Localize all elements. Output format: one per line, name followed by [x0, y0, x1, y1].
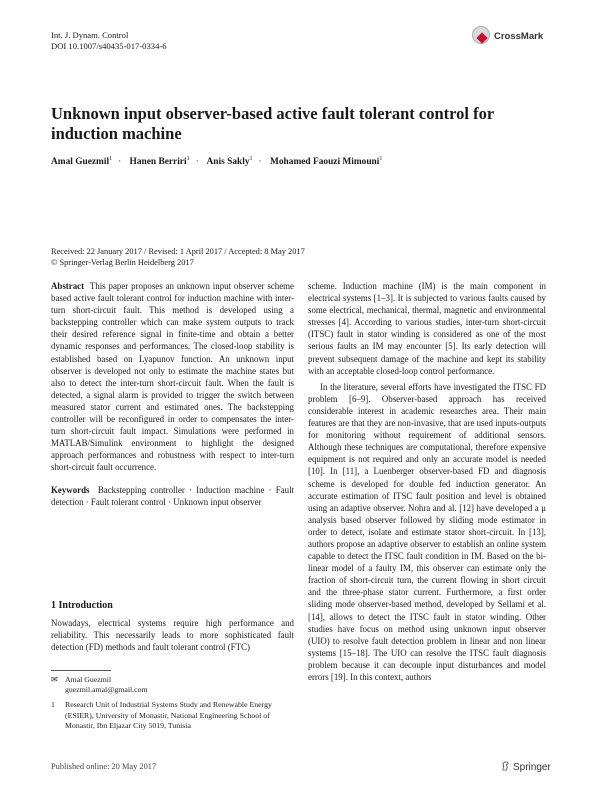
corr-email[interactable]: guezmil.amal@gmail.com [65, 685, 148, 695]
keywords [51, 484, 294, 508]
springer-logo [501, 761, 551, 773]
affiliation [51, 700, 291, 731]
published-date: Published online: 20 May 2017 [51, 762, 157, 771]
footnotes [51, 675, 291, 731]
crossmark-badge[interactable] [472, 24, 552, 50]
springer-horse-icon [501, 761, 510, 771]
author-list: Amal Guezmil$^1$ · Hanen Berriri$^1$ · Anis Sakly$^1$ · Mohamed Faouzi Mimouni$^1$ [51, 156, 383, 168]
paragraph: scheme. Induction machine (IM) is the main component in electrical systems [1–3]. It is subjected to various faults caused by some electrical, mechanical, thermal, magnetic and environmental stresses [4]. According to various studies, inter-turn short-circuit (ITSC) fault in stator winding is considered as one of the most serious faults an IM may encounter [5]. Its early detection will prevent subsequent damage of the machine and kept its stability with an acceptable closed-loop control performance. [308, 281, 546, 376]
abstract-label: Abstract [51, 281, 85, 291]
left-column [51, 280, 294, 508]
journal-header [51, 30, 167, 52]
author[interactable]: Hanen Berriri$^1$ [129, 156, 190, 168]
paper-title: Unknown input observer-based active fault tolerant control for induction machine [51, 104, 494, 143]
aff-mark: 1 [51, 700, 55, 710]
article-history [51, 246, 305, 268]
right-column [308, 280, 546, 683]
doi[interactable]: DOI 10.1007/s40435-017-0334-6 [51, 41, 167, 51]
keywords-label: Keywords [51, 484, 90, 495]
corresponding-author [51, 675, 291, 685]
aff-text: Research Unit of Industrial Systems Study and Renewable Energy (ESIER), University of Monastir, National Engineering School of Monastir, Ibn Eljazar City 5019, Tunisia [65, 700, 272, 730]
author[interactable]: Amal Guezmil$^1$ [51, 156, 113, 168]
crossmark-icon [472, 26, 490, 44]
copyright-line: © Springer-Verlag Berlin Heidelberg 2017 [51, 258, 194, 267]
dates-line: Received: 22 January 2017 / Revised: 1 April 2017 / Accepted: 8 May 2017 [51, 247, 305, 256]
keywords-text: Backstepping controller · Induction machine · Fault detection · Fault tolerant control · Unknown input observer [51, 484, 294, 507]
section-heading: 1 Introduction [51, 600, 113, 611]
journal-name: Int. J. Dynam. Control [51, 30, 129, 40]
intro-text: Nowadays, electrical systems require high performance and reliability. This necessarily leads to more sophisticated fault detection (FD) methods and fault tolerant control (FTC) [51, 618, 294, 653]
author[interactable]: Mohamed Faouzi Mimouni$^1$ [270, 156, 383, 168]
corr-name: Amal Guezmil [65, 675, 112, 684]
paragraph: In the literature, several efforts have investigated the ITSC FD problem [6–9]. Observer-based approach has received considerable interest in academic researches area. Their main features are that they are non-invasive, that are used inputs-outputs for monitoring without requirement of additional sensors. Although these techniques are computational, therefore expensive equipment is not required and only an accurate model is needed [10]. In [11], a Luenberger observer-based FD and diagnosis scheme is developed for double fed induction generator. An accurate estimation of ITSC fault position and level is obtained using an adaptive observer. Nohra and al. [12] have developed a μ analysis based observer followed by sliding mode estimator in order to detect, isolate and estimate stator short-circuit. In [13], authors propose an adaptive observer to establish an online system capable to detect the ITSC fault condition in IM. Based on the bi-linear model of a faulty IM, this observer can estimate only the fraction of short-circuit turn, the current flowing in short circuit and the three-phase stator current. Furthermore, a first order sliding mode observer-based method, developed by Sellami et al. [14], allows to detect the ITSC fault in stator winding. Other studies have focus on method using unknown input observer (UIO) to resolve fault detection problem in linear and non linear systems [15–18]. The UIO can resolve the ITSC fault diagnosis problem because it can decouple input disturbances and model errors [19]. In this context, authors [308, 381, 546, 682]
abstract [51, 280, 294, 474]
abstract-text: This paper proposes an unknown input observer scheme based active fault tolerant control for induction machine with inter-turn short-circuit fault. This method is developed using a backstepping controller which can make system outputs to track their desired reference signal in finite-time and obtain a better dynamic responses and performances. The closed-loop stability is established based on Lyapunov function. An unknown input observer is developed not only to estimate the machine states but also to detect the inter-turn short-circuit fault. When the fault is detected, a signal alarm is provided to trigger the switch between measured stator current and estimated ones. The backstepping controller will be reconfigured in order to compensates the inter-turn short-circuit fault impact. Simulations were performed in MATLAB/Simulink environment to highlight the designed approach performances and robustness with respect to inter-turn short-circuit fault occurrence. [51, 281, 295, 473]
author[interactable]: Anis Sakly$^1$ [206, 156, 253, 168]
springer-label: Springer [513, 762, 551, 773]
envelope-icon: ✉ [51, 675, 58, 684]
footnote-divider [51, 670, 111, 671]
crossmark-label: CrossMark [494, 31, 544, 42]
